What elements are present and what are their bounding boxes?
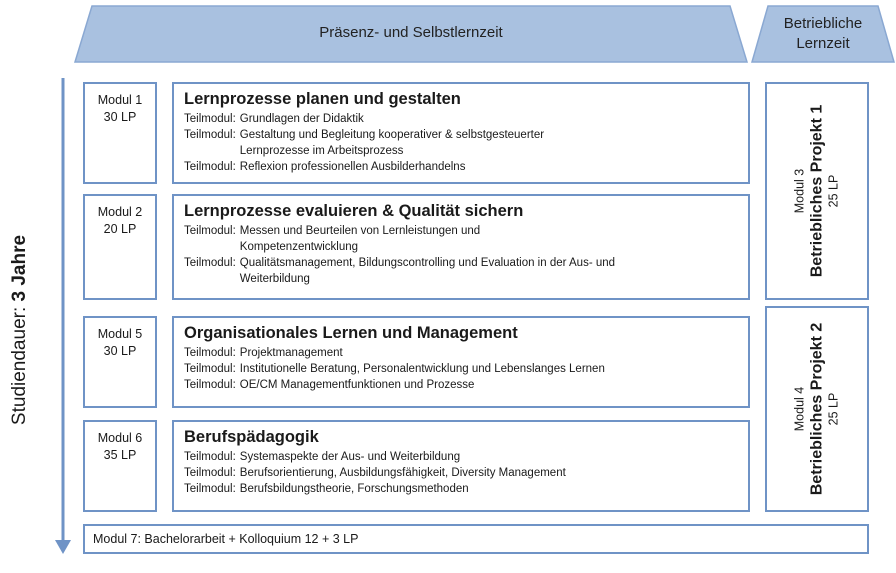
project-2-box	[765, 306, 869, 512]
teilmodul-row	[184, 111, 740, 127]
project-lp: 25 LP	[826, 174, 841, 208]
teilmodul-row	[184, 465, 740, 481]
project-lp: 25 LP	[826, 392, 841, 426]
teilmodul-text: Qualitätsmanagement, Bildungscontrolling und Evaluation in der Aus- und Weiterbildung	[239, 257, 616, 285]
teilmodul-row	[184, 127, 740, 159]
project-title: Betriebliches Projekt 2	[808, 322, 826, 496]
module-lp: 35 LP	[103, 448, 137, 462]
teilmodul-row	[184, 223, 740, 255]
module-name: Modul 6	[97, 431, 143, 445]
teilmodul-label: Teilmodul:	[184, 451, 236, 463]
teilmodul-row	[184, 345, 740, 361]
teilmodul-text: Grundlagen der Didaktik	[239, 113, 364, 125]
module-5-label-box	[83, 316, 157, 408]
teilmodul-text: Berufsorientierung, Ausbildungsfähigkeit, Diversity Management	[239, 467, 566, 479]
module-5-content-box	[172, 316, 750, 408]
module-title: Organisationales Lernen und Management	[184, 324, 518, 342]
module-1-label-box	[83, 82, 157, 184]
teilmodul-text: Reflexion professionellen Ausbilderhandelns	[239, 161, 466, 173]
teilmodul-row	[184, 255, 740, 287]
project-1-box	[765, 82, 869, 300]
teilmodul-row	[184, 377, 740, 393]
teilmodul-label: Teilmodul:	[184, 225, 236, 237]
teilmodul-text: Institutionelle Beratung, Personalentwicklung und Lebenslanges Lernen	[239, 363, 605, 375]
module-lp: 20 LP	[103, 222, 137, 236]
module-2-label-box	[83, 194, 157, 300]
module-title: Berufspädagogik	[184, 428, 319, 446]
teilmodul-text: Berufsbildungstheorie, Forschungsmethoden	[239, 483, 469, 495]
project-2-text	[793, 323, 842, 496]
teilmodul-row	[184, 449, 740, 465]
teilmodul-label: Teilmodul:	[184, 363, 236, 375]
duration-label	[0, 200, 40, 460]
teilmodul-row	[184, 481, 740, 497]
project-modul: Modul 4	[792, 386, 807, 432]
project-1-text	[793, 105, 842, 278]
module-name: Modul 2	[97, 205, 143, 219]
teilmodul-label: Teilmodul:	[184, 467, 236, 479]
module-1-content-box	[172, 82, 750, 184]
module-title: Lernprozesse planen und gestalten	[184, 90, 461, 108]
teilmodul-row	[184, 361, 740, 377]
timeline-arrow	[50, 78, 76, 558]
project-modul: Modul 3	[792, 168, 807, 214]
module-2-content-box	[172, 194, 750, 300]
teilmodul-text: Messen und Beurteilen von Lernleistungen und Kompetenzentwicklung	[239, 225, 481, 253]
header-side-label: Betriebliche Lernzeit	[783, 15, 863, 52]
teilmodul-label: Teilmodul:	[184, 379, 236, 391]
teilmodul-text: Systemaspekte der Aus- und Weiterbildung	[239, 451, 461, 463]
project-title: Betriebliches Projekt 1	[808, 104, 826, 278]
module-lp: 30 LP	[103, 110, 137, 124]
teilmodul-label: Teilmodul:	[184, 483, 236, 495]
teilmodul-text: Projektmanagement	[239, 347, 343, 359]
module-6-content-box	[172, 420, 750, 512]
teilmodul-label: Teilmodul:	[184, 257, 236, 269]
module-title: Lernprozesse evaluieren & Qualität sichern	[184, 202, 524, 220]
teilmodul-row	[184, 159, 740, 175]
teilmodul-label: Teilmodul:	[184, 161, 236, 173]
module-name: Modul 5	[97, 327, 143, 341]
module-6-label-box	[83, 420, 157, 512]
teilmodul-text: OE/CM Managementfunktionen und Prozesse	[239, 379, 475, 391]
teilmodul-label: Teilmodul:	[184, 129, 236, 141]
duration-prefix: Studiendauer:	[9, 301, 30, 426]
teilmodul-label: Teilmodul:	[184, 347, 236, 359]
duration-value: 3 Jahre	[9, 234, 30, 302]
module-lp: 30 LP	[103, 344, 137, 358]
teilmodul-label: Teilmodul:	[184, 113, 236, 125]
module-name: Modul 1	[97, 93, 143, 107]
module-7-box: Modul 7: Bachelorarbeit + Kolloquium 12 + 3 LP	[83, 524, 869, 554]
header-main-label: Präsenz- und Selbstlernzeit	[319, 24, 503, 41]
teilmodul-text: Gestaltung und Begleitung kooperativer & selbstgesteuerter Lernprozesse im Arbeitsprozess	[239, 129, 545, 157]
